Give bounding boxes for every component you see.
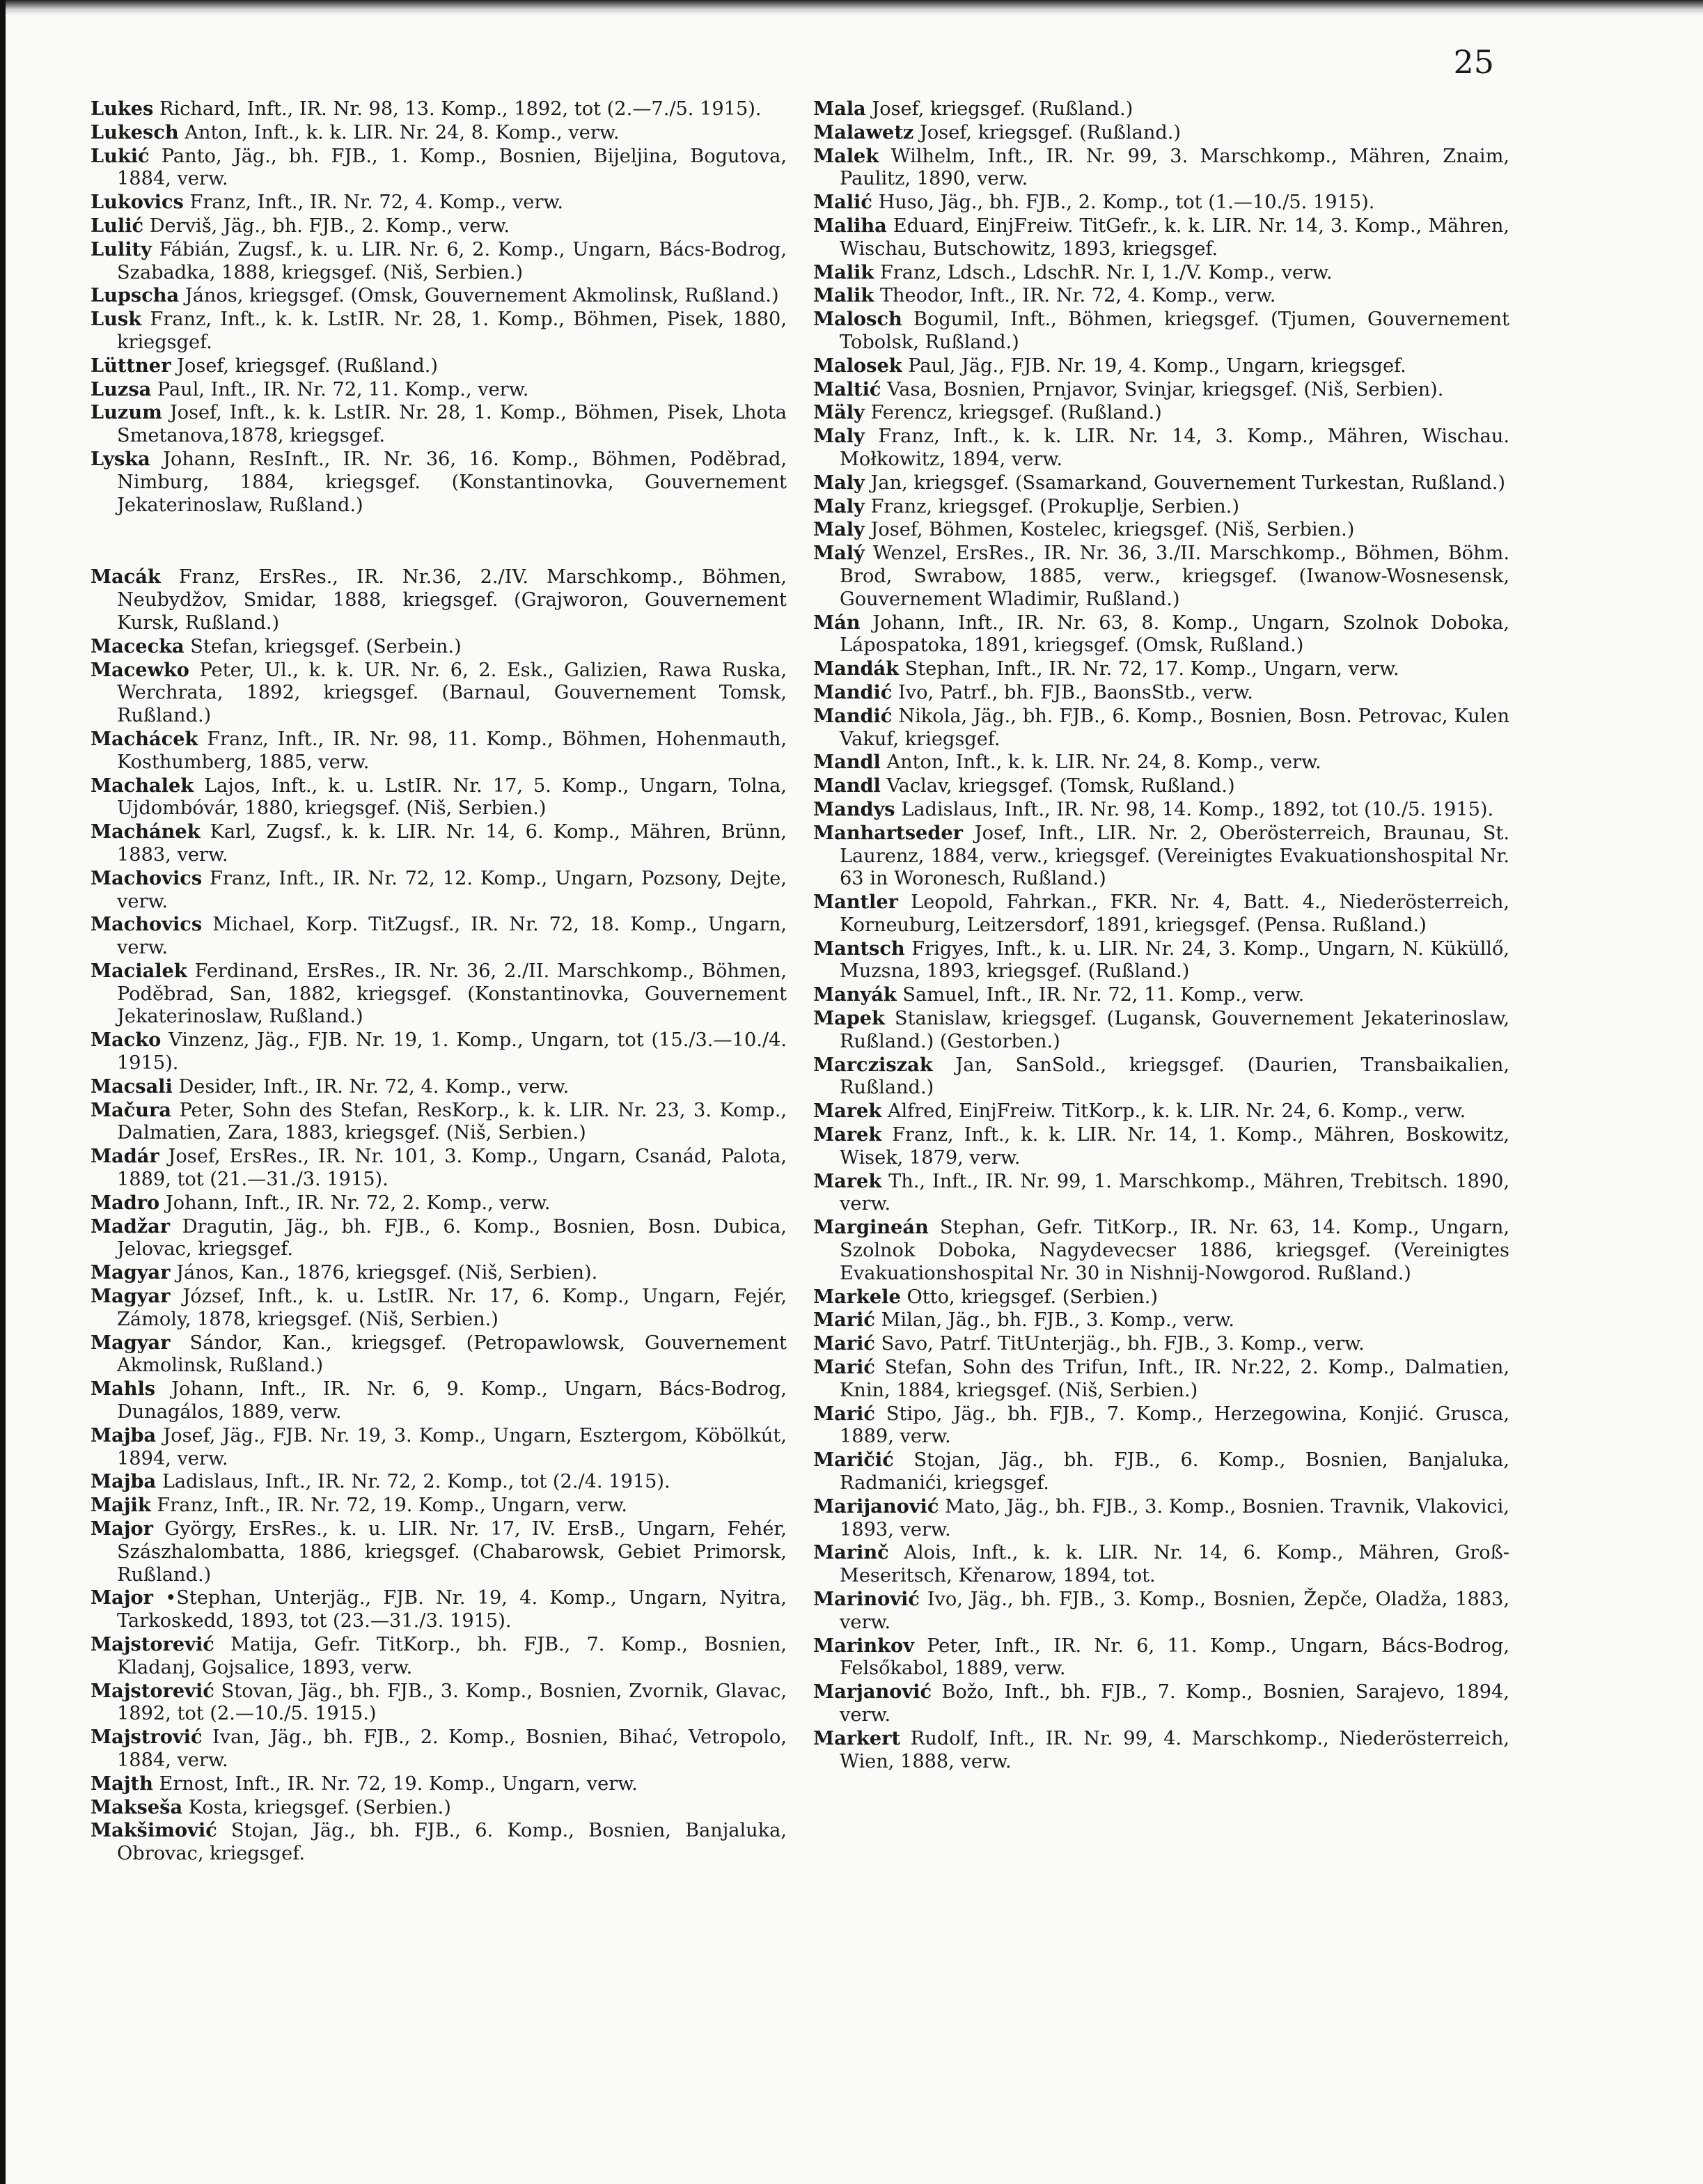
entry-surname: Machánek — [91, 820, 201, 843]
entry-details: Lajos, Inft., k. u. LstIR. Nr. 17, 5. Komp., Ungarn, Tolna, Ujdombóvár, 1880, kriegsgef. (Niš, Serbien.) — [117, 774, 787, 820]
register-entry — [813, 611, 1509, 658]
scan-top-edge — [0, 0, 1703, 15]
register-entry — [91, 1075, 787, 1099]
register-entry — [91, 1261, 787, 1285]
entry-details: Paul, Inft., IR. Nr. 72, 11. Komp., verw. — [157, 378, 529, 400]
register-entry — [91, 378, 787, 402]
entry-details: Vasa, Bosnien, Prnjavor, Svinjar, kriegsgef. (Niš, Serbien). — [887, 378, 1444, 400]
entry-details: Ladislaus, Inft., IR. Nr. 98, 14. Komp., 1892, tot (10./5. 1915). — [901, 798, 1494, 820]
register-entry — [91, 867, 787, 914]
entry-surname: Macsali — [91, 1075, 173, 1098]
register-entry — [91, 635, 787, 659]
entry-details: Leopold, Fahrkan., FKR. Nr. 4, Batt. 4., Niederösterreich, Korneuburg, Leitzersdorf, 1891, kriegsgef. (Pensa. Rußland.) — [840, 891, 1509, 936]
register-entry — [813, 1286, 1509, 1309]
register-entry — [813, 822, 1509, 891]
register-entry — [813, 1332, 1509, 1356]
register-entry — [91, 659, 787, 728]
entry-details: Sándor, Kan., kriegsgef. (Petropawlowsk, Gouvernement Akmolinsk, Rußland.) — [117, 1332, 787, 1377]
entry-details: Ernost, Inft., IR. Nr. 72, 19. Komp., Ungarn, verw. — [159, 1772, 638, 1795]
register-entry — [813, 1588, 1509, 1635]
entry-details: Josef, kriegsgef. (Rußland.) — [177, 354, 439, 377]
register-entry — [91, 1518, 787, 1586]
register-entry — [813, 1216, 1509, 1285]
register-entry — [813, 378, 1509, 402]
page-number: 25 — [1453, 43, 1494, 81]
entry-surname: Maly — [813, 425, 865, 448]
entry-surname: Marek — [813, 1169, 882, 1192]
entry-details: Matija, Gefr. TitKorp., bh. FJB., 7. Komp., Bosnien, Kladanj, Gojsalice, 1893, verw. — [117, 1634, 787, 1678]
entry-details: Samuel, Inft., IR. Nr. 72, 11. Komp., verw. — [902, 984, 1305, 1006]
register-entry — [91, 1680, 787, 1726]
entry-surname: Majstorević — [91, 1633, 214, 1655]
left-column — [91, 98, 787, 1866]
entry-surname: Mandys — [813, 797, 895, 820]
entry-surname: Lulić — [91, 214, 144, 237]
entry-surname: Maly — [813, 471, 865, 494]
entry-details: Božo, Inft., bh. FJB., 7. Komp., Bosnien, Sarajevo, 1894, verw. — [840, 1681, 1509, 1726]
entry-details: Franz, Inft., IR. Nr. 72, 4. Komp., verw. — [189, 192, 564, 214]
entry-details: Eduard, EinjFreiw. TitGefr., k. k. LIR. Nr. 14, 3. Komp., Mähren, Wischau, Butschowitz, 1893, kriegsgef. — [840, 214, 1509, 260]
register-entry — [813, 1635, 1509, 1681]
entry-surname: Mán — [813, 611, 861, 634]
entry-details: Johann, Inft., IR. Nr. 6, 9. Komp., Ungarn, Bács-Bodrog, Dunagálos, 1889, verw. — [117, 1378, 787, 1424]
entry-surname: Lukovics — [91, 191, 184, 214]
entry-surname: Marić — [813, 1356, 875, 1379]
entry-details: Stefan, kriegsgef. (Serbein.) — [190, 635, 462, 657]
register-entry — [91, 1029, 787, 1075]
register-entry — [813, 1170, 1509, 1217]
entry-surname: Maliha — [813, 214, 887, 237]
entry-details: Th., Inft., IR. Nr. 99, 1. Marschkomp., Mähren, Trebitsch. 1890, verw. — [840, 1170, 1509, 1215]
entry-details: Franz, Inft., IR. Nr. 72, 19. Komp., Ungarn, verw. — [157, 1495, 628, 1517]
register-entry — [91, 1819, 787, 1866]
entry-details: Peter, Inft., IR. Nr. 6, 11. Komp., Ungarn, Bács-Bodrog, Felsőkabol, 1889, verw. — [840, 1635, 1509, 1680]
entry-surname: Mala — [813, 98, 866, 120]
entry-surname: Marjanović — [813, 1680, 932, 1703]
entry-details: Stanislaw, kriegsgef. (Lugansk, Gouvernement Jekaterinoslaw, Rußland.) (Gestorben.) — [840, 1008, 1509, 1052]
entry-details: •Stephan, Unterjäg., FJB. Nr. 19, 4. Komp., Ungarn, Nyitra, Tarkoskedd, 1893, tot (23.—31./3. 1915). — [117, 1587, 787, 1632]
entry-details: Stovan, Jäg., bh. FJB., 3. Komp., Bosnien, Zvornik, Glavac, 1892, tot (2.—10./5. 1915.) — [117, 1680, 787, 1725]
entry-surname: Maltić — [813, 377, 881, 400]
entry-surname: Lukić — [91, 144, 150, 167]
register-entry — [813, 542, 1509, 611]
entry-surname: Marinč — [813, 1541, 889, 1564]
entry-details: Wenzel, ErsRes., IR. Nr. 36, 3./II. Marschkomp., Böhmen, Böhm. Brod, Swrabow, 1885, verw., kriegsgef. (Iwanow-Wosnesensk, Gouvernement Wladimir, Rußland.) — [840, 543, 1509, 610]
entry-details: Panto, Jäg., bh. FJB., 1. Komp., Bosnien, Bijeljina, Bogutova, 1884, verw. — [117, 145, 787, 190]
register-entry — [91, 214, 787, 238]
entry-details: Josef, ErsRes., IR. Nr. 101, 3. Komp., Ungarn, Csanád, Palota, 1889, tot (21.—31./3. 1915). — [117, 1146, 787, 1191]
entry-surname: Major — [91, 1518, 154, 1540]
entry-surname: Markert — [813, 1726, 901, 1749]
entry-details: Paul, Jäg., FJB. Nr. 19, 4. Komp., Ungarn, kriegsgef. — [908, 354, 1406, 377]
entry-details: Ladislaus, Inft., IR. Nr. 72, 2. Komp., tot (2./4. 1915). — [162, 1471, 670, 1493]
entry-surname: Mapek — [813, 1007, 885, 1030]
entry-surname: Magyar — [91, 1261, 171, 1284]
entry-surname: Manyák — [813, 983, 897, 1006]
entry-surname: Margineán — [813, 1216, 929, 1239]
entry-details: Franz, Ldsch., LdschR. Nr. I, 1./V. Komp., verw. — [879, 261, 1333, 283]
entry-surname: Marić — [813, 1332, 875, 1355]
register-entry — [813, 657, 1509, 681]
register-entry — [91, 238, 787, 285]
entry-surname: Marić — [813, 1402, 875, 1425]
entry-details: Franz, Inft., IR. Nr. 72, 12. Komp., Ungarn, Pozsony, Dejte, verw. — [117, 867, 787, 912]
register-entry — [91, 401, 787, 448]
entry-details: József, Inft., k. u. LstIR. Nr. 17, 6. Komp., Ungarn, Fejér, Zámoly, 1878, kriegsgef. (Niš, Serbien.) — [117, 1286, 787, 1330]
scan-left-edge — [0, 0, 6, 2184]
register-entry — [91, 1726, 787, 1772]
entry-surname: Machovics — [91, 913, 203, 936]
register-entry — [813, 1449, 1509, 1495]
entry-surname: Luzum — [91, 401, 162, 424]
entry-surname: Maly — [813, 518, 865, 541]
entry-details: Stephan, Inft., IR. Nr. 72, 17. Komp., Ungarn, verw. — [904, 658, 1399, 680]
register-entry — [813, 354, 1509, 378]
entry-surname: Marek — [813, 1100, 882, 1123]
entry-details: Vaclav, kriegsgef. (Tomsk, Rußland.) — [886, 775, 1235, 797]
entry-surname: Lusk — [91, 308, 142, 331]
entry-surname: Mandl — [813, 751, 881, 774]
entry-surname: Magyar — [91, 1331, 171, 1354]
entry-details: Nikola, Jäg., bh. FJB., 6. Komp., Bosnien, Bosn. Petrovac, Kulen Vakuf, kriegsgef. — [840, 705, 1509, 750]
register-entry — [813, 495, 1509, 519]
entry-details: Richard, Inft., IR. Nr. 98, 13. Komp., 1892, tot (2.—7./5. 1915). — [159, 98, 762, 120]
entry-surname: Macewko — [91, 658, 189, 681]
entry-details: Ferencz, kriegsgef. (Rußland.) — [870, 402, 1162, 424]
entry-details: Josef, Inft., k. k. LstIR. Nr. 28, 1. Komp., Böhmen, Pisek, Lhota Smetanova,1878, kriegsgef. — [117, 402, 787, 447]
entry-surname: Madro — [91, 1191, 160, 1214]
entry-details: Mato, Jäg., bh. FJB., 3. Komp., Bosnien. Travnik, Vlakovici, 1893, verw. — [840, 1495, 1509, 1540]
entry-details: Franz, ErsRes., IR. Nr.36, 2./IV. Marschkomp., Böhmen, Neubydžov, Smidar, 1888, kriegsgef. (Grajworon, Gouvernement Kursk, Rußland.) — [117, 566, 787, 634]
register-entry — [91, 1494, 787, 1518]
right-column — [813, 98, 1509, 1773]
register-entry — [91, 121, 787, 145]
entry-surname: Maričić — [813, 1449, 894, 1472]
register-entry — [813, 121, 1509, 145]
entry-details: Stojan, Jäg., bh. FJB., 6. Komp., Bosnien, Banjaluka, Radmanići, kriegsgef. — [840, 1449, 1509, 1495]
entry-surname: Macko — [91, 1029, 162, 1052]
entry-surname: Majba — [91, 1470, 157, 1493]
section-gap — [91, 517, 787, 566]
entry-details: Ivo, Jäg., bh. FJB., 3. Komp., Bosnien, Žepče, Oladža, 1883, verw. — [840, 1589, 1509, 1633]
entry-surname: Lulity — [91, 237, 152, 260]
entry-surname: Majik — [91, 1494, 151, 1517]
entry-details: Savo, Patrf. TitUnterjäg., bh. FJB., 3. Komp., verw. — [881, 1333, 1365, 1355]
entry-details: Alois, Inft., k. k. LIR. Nr. 14, 6. Komp., Mähren, Groß-Meseritsch, Křenarow, 1894, tot. — [840, 1542, 1509, 1587]
entry-surname: Lupscha — [91, 284, 180, 307]
entry-surname: Malosch — [813, 308, 902, 331]
entry-details: Wilhelm, Inft., IR. Nr. 99, 3. Marschkomp., Mähren, Znaim, Paulitz, 1890, verw. — [840, 145, 1509, 190]
register-entry — [813, 308, 1509, 354]
register-entry — [91, 191, 787, 214]
entry-surname: Malý — [813, 542, 865, 565]
entry-surname: Majstrović — [91, 1726, 203, 1749]
entry-details: Otto, kriegsgef. (Serbien.) — [907, 1286, 1158, 1308]
register-entry — [813, 284, 1509, 308]
entry-surname: Mandić — [813, 680, 893, 703]
entry-surname: Major — [91, 1586, 154, 1609]
entry-surname: Mačura — [91, 1098, 171, 1121]
entry-details: Josef, Jäg., FJB. Nr. 19, 3. Komp., Ungarn, Esztergom, Köbölkút, 1894, verw. — [117, 1424, 787, 1469]
register-entry — [813, 1123, 1509, 1170]
entry-details: Michael, Korp. TitZugsf., IR. Nr. 72, 18. Komp., Ungarn, verw. — [117, 914, 787, 959]
register-entry — [91, 98, 787, 121]
entry-details: Stojan, Jäg., bh. FJB., 6. Komp., Bosnien, Banjaluka, Obrovac, kriegsgef. — [117, 1820, 787, 1865]
register-entry — [91, 820, 787, 867]
entry-details: Anton, Inft., k. k. LIR. Nr. 24, 8. Komp., verw. — [185, 121, 620, 143]
register-entry — [813, 751, 1509, 774]
entry-surname: Majba — [91, 1424, 157, 1446]
register-entry — [813, 1403, 1509, 1449]
entry-surname: Lüttner — [91, 354, 171, 377]
register-entry — [813, 191, 1509, 214]
register-entry — [91, 1424, 787, 1471]
entry-surname: Macák — [91, 566, 161, 588]
entry-details: János, Kan., 1876, kriegsgef. (Niš, Serbien). — [176, 1262, 598, 1284]
entry-surname: Machalek — [91, 774, 194, 797]
entry-surname: Marić — [813, 1309, 875, 1332]
entry-details: Derviš, Jäg., bh. FJB., 2. Komp., verw. — [149, 214, 510, 237]
entry-details: Bogumil, Inft., Böhmen, kriegsgef. (Tjumen, Gouvernement Tobolsk, Rußland.) — [840, 309, 1509, 353]
entry-details: Desider, Inft., IR. Nr. 72, 4. Komp., verw. — [178, 1075, 570, 1098]
entry-details: Peter, Ul., k. k. UR. Nr. 6, 2. Esk., Galizien, Rawa Ruska, Werchrata, 1892, kriegsgef. (Barnaul, Gouvernement Tomsk, Rußland.) — [117, 659, 787, 727]
entry-details: Dragutin, Jäg., bh. FJB., 6. Komp., Bosnien, Bosn. Dubica, Jelovac, kriegsgef. — [117, 1215, 787, 1261]
register-entry — [91, 1378, 787, 1424]
register-entry — [813, 145, 1509, 192]
entry-surname: Machovics — [91, 866, 203, 889]
register-entry — [813, 705, 1509, 751]
register-entry — [813, 1100, 1509, 1123]
register-entry — [91, 1285, 787, 1332]
entry-surname: Majth — [91, 1772, 153, 1795]
entry-surname: Lukesch — [91, 120, 179, 143]
entry-surname: Macecka — [91, 634, 185, 657]
entry-details: Ivo, Patrf., bh. FJB., BaonsStb., verw. — [898, 681, 1253, 703]
entry-surname: Mahls — [91, 1378, 156, 1401]
register-entry — [91, 354, 787, 378]
entry-surname: Lukes — [91, 98, 154, 120]
entry-details: Franz, Inft., IR. Nr. 98, 11. Komp., Böhmen, Hohenmauth, Kosthumberg, 1885, verw. — [117, 728, 787, 773]
register-entry — [91, 284, 787, 308]
register-entry — [813, 774, 1509, 798]
entry-surname: Mandić — [813, 704, 893, 727]
entry-details: Peter, Sohn des Stefan, ResKorp., k. k. LIR. Nr. 23, 3. Komp., Dalmatien, Zara, 1883, kriegsgef. (Niš, Serbien.) — [117, 1099, 787, 1144]
register-entry — [91, 566, 787, 634]
entry-details: Franz, kriegsgef. (Prokuplje, Serbien.) — [870, 495, 1239, 517]
entry-details: Ferdinand, ErsRes., IR. Nr. 36, 2./II. Marschkomp., Böhmen, Poděbrad, San, 1882, kriegsgef. (Konstantinovka, Gouvernement Jekaterinoslaw, Rußland.) — [117, 960, 787, 1028]
entry-surname: Majstorević — [91, 1679, 214, 1702]
entry-details: Johann, Inft., IR. Nr. 63, 8. Komp., Ungarn, Szolnok Doboka, Lápospatoka, 1891, kriegsgef. (Omsk, Rußland.) — [840, 611, 1509, 657]
entry-details: Jan, kriegsgef. (Ssamarkand, Gouvernement Turkestan, Rußland.) — [870, 471, 1506, 494]
entry-surname: Markele — [813, 1285, 901, 1308]
register-entry — [91, 1332, 787, 1378]
register-entry — [813, 798, 1509, 822]
entry-details: Josef, kriegsgef. (Rußland.) — [872, 98, 1133, 120]
entry-surname: Magyar — [91, 1285, 171, 1308]
entry-details: Stipo, Jäg., bh. FJB., 7. Komp., Herzegowina, Konjić. Grusca, 1889, verw. — [840, 1403, 1509, 1448]
entry-details: Alfred, EinjFreiw. TitKorp., k. k. LIR. Nr. 24, 6. Komp., verw. — [887, 1100, 1466, 1123]
entry-details: Frigyes, Inft., k. u. LIR. Nr. 24, 3. Komp., Ungarn, N. Küküllő, Muzsna, 1893, kriegsgef. (Rußland.) — [840, 937, 1509, 983]
register-entry — [91, 145, 787, 192]
entry-surname: Marcziszak — [813, 1053, 933, 1076]
entry-details: Rudolf, Inft., IR. Nr. 99, 4. Marschkomp., Niederösterreich, Wien, 1888, verw. — [840, 1727, 1509, 1772]
register-entry — [813, 1727, 1509, 1774]
entry-surname: Manhartseder — [813, 821, 963, 844]
entry-surname: Malić — [813, 191, 872, 214]
entry-surname: Mäly — [813, 401, 865, 424]
entry-details: Stefan, Sohn des Trifun, Inft., IR. Nr.22, 2. Komp., Dalmatien, Knin, 1884, kriegsgef. (Niš, Serbien.) — [840, 1357, 1509, 1401]
entry-surname: Malik — [813, 260, 874, 283]
entry-details: Franz, Inft., k. k. LIR. Nr. 14, 3. Komp., Mähren, Wischau. Mołkowitz, 1894, verw. — [840, 426, 1509, 470]
entry-surname: Lyska — [91, 447, 150, 470]
entry-surname: Mandák — [813, 657, 899, 680]
entry-details: Theodor, Inft., IR. Nr. 72, 4. Komp., verw. — [879, 285, 1276, 307]
register-entry — [813, 1356, 1509, 1403]
entry-surname: Malosek — [813, 354, 902, 377]
register-entry — [813, 401, 1509, 425]
entry-details: Franz, Inft., k. k. LIR. Nr. 14, 1. Komp., Mähren, Boskowitz, Wisek, 1879, verw. — [840, 1124, 1509, 1169]
register-entry — [91, 448, 787, 517]
register-entry — [813, 214, 1509, 261]
register-entry — [813, 1054, 1509, 1100]
register-entry — [91, 1796, 787, 1820]
register-entry — [813, 1541, 1509, 1588]
entry-surname: Marek — [813, 1123, 882, 1146]
entry-surname: Marinović — [813, 1588, 920, 1610]
entry-surname: Malawetz — [813, 120, 914, 143]
register-entry — [813, 261, 1509, 285]
entry-details: Josef, Inft., LIR. Nr. 2, Oberösterreich, Braunau, St. Laurenz, 1884, verw., kriegsgef. (Vereinigtes Evakuationshospital Nr. 63 in Woronesch, Rußland.) — [840, 822, 1509, 890]
register-entry — [813, 937, 1509, 984]
register-entry — [813, 1495, 1509, 1542]
register-entry — [91, 774, 787, 821]
entry-surname: Marinkov — [813, 1634, 914, 1657]
entry-details: György, ErsRes., k. u. LIR. Nr. 17, IV. ErsB., Ungarn, Fehér, Szászhalombatta, 1886, kriegsgef. (Chabarowsk, Gebiet Primorsk, Rußland.) — [117, 1518, 787, 1586]
register-entry — [813, 518, 1509, 542]
entry-surname: Madžar — [91, 1215, 171, 1238]
register-entry — [813, 891, 1509, 937]
entry-details: Anton, Inft., k. k. LIR. Nr. 24, 8. Komp., verw. — [886, 751, 1321, 774]
entry-details: Franz, Inft., k. k. LstIR. Nr. 28, 1. Komp., Böhmen, Pisek, 1880, kriegsgef. — [117, 309, 787, 353]
register-entry — [91, 960, 787, 1029]
register-entry — [91, 1099, 787, 1146]
register-entry — [91, 728, 787, 774]
register-entry — [91, 1145, 787, 1192]
register-entry — [91, 1633, 787, 1680]
register-entry — [813, 1309, 1509, 1332]
register-entry — [813, 983, 1509, 1007]
entry-surname: Madár — [91, 1145, 159, 1168]
entry-surname: Luzsa — [91, 377, 152, 400]
register-entry — [91, 1470, 787, 1494]
entry-details: Josef, kriegsgef. (Rußland.) — [920, 121, 1181, 143]
register-entry — [91, 1586, 787, 1633]
entry-details: Stephan, Gefr. TitKorp., IR. Nr. 63, 14. Komp., Ungarn, Szolnok Doboka, Nagydevecser 1886, kriegsgef. (Vereinigtes Evakuationshospital Nr. 30 in Nishnij-Nowgorod. Rußland.) — [840, 1217, 1509, 1284]
entry-surname: Marijanović — [813, 1495, 939, 1518]
entry-surname: Makšimović — [91, 1819, 217, 1842]
entry-details: Ivan, Jäg., bh. FJB., 2. Komp., Bosnien, Bihać, Vetropolo, 1884, verw. — [117, 1726, 787, 1771]
register-entry — [91, 913, 787, 960]
entry-surname: Macialek — [91, 959, 187, 982]
entry-details: János, kriegsgef. (Omsk, Gouvernement Akmolinsk, Rußland.) — [185, 285, 779, 307]
entry-details: Kosta, kriegsgef. (Serbien.) — [188, 1796, 451, 1818]
entry-details: Karl, Zugsf., k. k. LIR. Nr. 14, 6. Komp., Mähren, Brünn, 1883, verw. — [117, 821, 787, 866]
entry-surname: Malek — [813, 144, 879, 167]
entry-details: Josef, Böhmen, Kostelec, kriegsgef. (Niš, Serbien.) — [870, 519, 1355, 541]
register-entry — [91, 308, 787, 354]
register-entry — [813, 681, 1509, 705]
register-entry — [813, 98, 1509, 121]
entry-details: Jan, SanSold., kriegsgef. (Daurien, Transbaikalien, Rußland.) — [840, 1054, 1509, 1099]
entry-surname: Mandl — [813, 774, 881, 797]
entry-surname: Mantsch — [813, 937, 905, 960]
entry-surname: Malik — [813, 284, 874, 307]
register-entry — [91, 1772, 787, 1796]
entry-surname: Mantler — [813, 891, 898, 914]
entry-surname: Maly — [813, 494, 865, 517]
entry-details: Johann, ResInft., IR. Nr. 36, 16. Komp., Böhmen, Poděbrad, Nimburg, 1884, kriegsgef. (Konstantinovka, Gouvernement Jekaterinoslaw, Rußland.) — [117, 448, 787, 516]
register-entry — [91, 1192, 787, 1215]
register-entry — [813, 425, 1509, 471]
entry-surname: Makseša — [91, 1795, 183, 1818]
entry-details: Vinzenz, Jäg., FJB. Nr. 19, 1. Komp., Ungarn, tot (15./3.—10./4. 1915). — [117, 1029, 787, 1075]
register-entry — [813, 1007, 1509, 1054]
register-entry — [813, 471, 1509, 495]
register-entry — [813, 1680, 1509, 1727]
entry-details: Johann, Inft., IR. Nr. 72, 2. Komp., verw. — [165, 1192, 551, 1214]
entry-details: Fábián, Zugsf., k. u. LIR. Nr. 6, 2. Komp., Ungarn, Bács-Bodrog, Szabadka, 1888, kriegsgef. (Niš, Serbien.) — [117, 238, 787, 283]
entry-surname: Machácek — [91, 727, 198, 750]
entry-details: Milan, Jäg., bh. FJB., 3. Komp., verw. — [881, 1309, 1234, 1332]
entry-details: Huso, Jäg., bh. FJB., 2. Komp., tot (1.—10./5. 1915). — [878, 192, 1375, 214]
register-entry — [91, 1215, 787, 1262]
